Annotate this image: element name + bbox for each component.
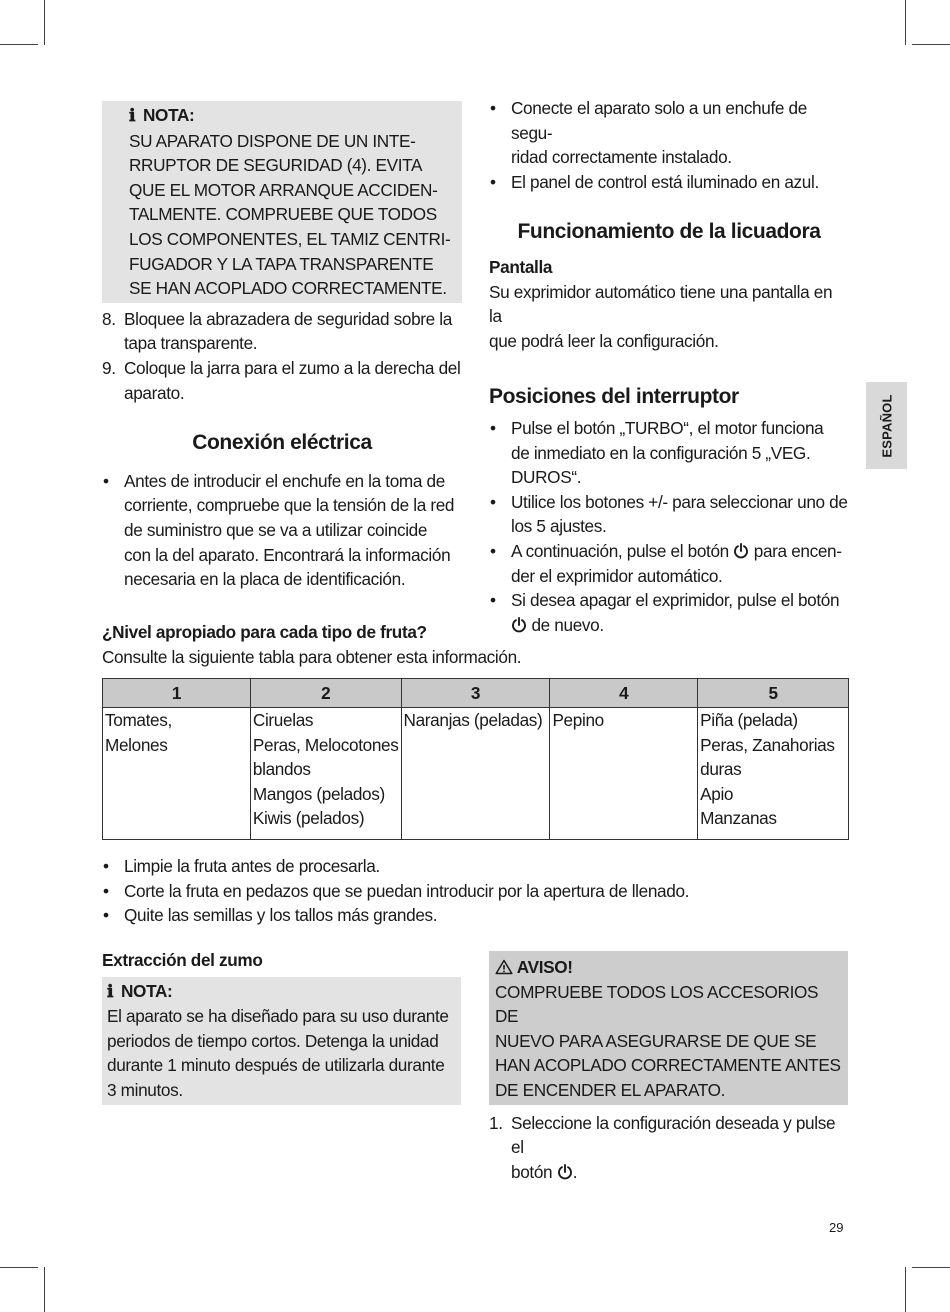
list-line: de inmediato en la configuración 5 „VEG.	[511, 442, 811, 463]
list-item	[489, 96, 849, 170]
conexion-list	[102, 469, 462, 592]
fruit-level-section	[102, 620, 850, 669]
step-line: Coloque la jarra para el zumo a la derecha del	[124, 357, 461, 378]
note-line: RRUPTOR DE SEGURIDAD (4). EVITA	[129, 155, 423, 176]
cell-line: Ciruelas	[252, 710, 314, 730]
cell-line: Peras, Zanahorias	[700, 734, 835, 755]
page-number: 29	[829, 1220, 844, 1235]
list-line: de suministro que se va a utilizar coincide	[124, 519, 428, 540]
language-tab-label: ESPAÑOL	[879, 393, 894, 458]
table-header: 5	[698, 679, 849, 708]
table-header: 2	[250, 679, 401, 708]
step-line: Seleccione la configuración deseada y pulse el	[511, 1112, 836, 1158]
right-column	[489, 96, 849, 637]
power-icon	[557, 1164, 573, 1180]
step-number: 9.	[102, 357, 116, 378]
note-line: periodos de tiempo cortos. Detenga la unidad	[107, 1030, 439, 1051]
list-line: • Antes de introducir el enchufe en la toma de	[124, 470, 445, 491]
section-heading-posiciones: Posiciones del interruptor	[489, 385, 739, 409]
table-header: 4	[550, 679, 698, 708]
note-title-text: NOTA:	[143, 105, 195, 125]
info-icon: ℹ	[129, 106, 136, 126]
table-cell	[250, 708, 401, 840]
warning-box	[489, 951, 848, 1105]
list-line: • Pulse el botón „TURBO“, el motor funciona	[511, 417, 824, 438]
crop-mark	[905, 0, 906, 45]
note-line: SE HAN ACOPLADO CORRECTAMENTE.	[129, 278, 447, 299]
warning-line: HAN ACOPLADO CORRECTAMENTE ANTES	[495, 1055, 841, 1076]
subheading-pantalla: Pantalla	[489, 256, 553, 277]
tips-section	[102, 854, 850, 928]
step-item	[102, 307, 462, 356]
cell-line: Pepino	[552, 710, 604, 730]
list-item	[102, 469, 462, 592]
text-span: de nuevo.	[531, 614, 604, 635]
switch-positions-list	[489, 416, 849, 637]
step-number: 1.	[489, 1112, 503, 1133]
list-item	[489, 416, 849, 490]
note-title	[129, 103, 458, 129]
list-line: necesaria en la placa de identificación.	[124, 569, 406, 590]
list-line: • El panel de control está iluminado en azul.	[511, 171, 819, 192]
note-title-text: NOTA:	[121, 980, 173, 1001]
paragraph-line: Consulte la siguiente tabla para obtener esta información.	[102, 646, 522, 667]
step-number: 8.	[102, 308, 116, 329]
text-span: .	[572, 1161, 578, 1182]
text-span: A continuación, pulse el botón	[511, 540, 729, 561]
subheading-nivel: ¿Nivel apropiado para cada tipo de fruta?	[102, 622, 427, 642]
note-line: LOS COMPONENTES, EL TAMIZ CENTRI-	[129, 228, 451, 249]
note-line: SU APARATO DISPONE DE UN INTE-	[129, 130, 416, 151]
cell-line: Mangos (pelados)	[252, 783, 385, 804]
warning-title	[495, 955, 842, 980]
crop-mark	[0, 1267, 38, 1268]
cell-line: Manzanas	[700, 808, 777, 829]
step-line: Bloquee la abrazadera de seguridad sobre la	[124, 308, 452, 329]
cell-line: Tomates,	[105, 710, 172, 730]
safety-note	[102, 101, 462, 303]
cell-line: Kiwis (pelados)	[252, 808, 365, 829]
note-line: durante 1 minuto después de utilizarla durante	[107, 1055, 445, 1076]
warning-line: NUEVO PARA ASEGURARSE DE QUE SE	[495, 1030, 817, 1051]
crop-mark	[912, 44, 950, 45]
note-line: TALMENTE. COMPRUEBE QUE TODOS	[129, 204, 437, 225]
table-cell	[401, 708, 550, 840]
list-line: los 5 ajustes.	[511, 516, 607, 537]
extraccion-section	[102, 948, 461, 1105]
assembly-steps	[102, 307, 462, 405]
list-item: • Limpie la fruta antes de procesarla.	[102, 854, 850, 879]
list-item: • Corte la fruta en pedazos que se puedan introducir por la apertura de llenado.	[102, 879, 850, 904]
step-item	[489, 1111, 848, 1185]
note-line: 3 minutos.	[107, 1079, 183, 1100]
warning-line: COMPRUEBE TODOS LOS ACCESORIOS DE	[495, 981, 819, 1027]
note-line: FUGADOR Y LA TAPA TRANSPARENTE	[129, 253, 434, 274]
table-cell	[550, 708, 698, 840]
cell-line: blandos	[252, 759, 311, 780]
list-line: ridad correctamente instalado.	[511, 147, 732, 168]
note-title	[107, 979, 457, 1005]
list-line: • Utilice los botones +/- para seleccionar uno de	[511, 491, 848, 512]
connection-list	[489, 96, 849, 194]
table-header: 3	[401, 679, 550, 708]
crop-mark	[44, 1267, 45, 1312]
cell-line: Melones	[105, 734, 168, 755]
subheading-extraccion: Extracción del zumo	[102, 950, 263, 970]
tips-list	[102, 854, 850, 928]
crop-mark	[905, 1267, 906, 1312]
aviso-section	[489, 951, 848, 1184]
operation-steps	[489, 1111, 848, 1185]
list-line: • Si desea apagar el exprimidor, pulse el botón	[511, 590, 840, 611]
left-column	[102, 101, 462, 592]
crop-mark	[44, 0, 45, 45]
step-line	[511, 1160, 848, 1185]
note-line: El aparato se ha diseñado para su uso durante	[107, 1006, 449, 1027]
list-line	[511, 539, 849, 564]
cell-line: Piña (pelada)	[700, 710, 798, 730]
cell-line: Naranjas (peladas)	[403, 710, 543, 730]
list-item: • Quite las semillas y los tallos más grandes.	[102, 903, 850, 928]
warning-title-text: AVISO!	[516, 957, 573, 977]
step-line: tapa transparente.	[124, 333, 258, 354]
step-item	[102, 356, 462, 405]
text-span: botón	[511, 1161, 553, 1182]
list-item	[489, 539, 849, 588]
list-line: • Conecte el aparato solo a un enchufe de segu-	[511, 98, 807, 143]
cell-line: duras	[700, 759, 742, 780]
cell-line: Apio	[700, 783, 734, 804]
fruit-table	[102, 678, 849, 840]
list-line: con la del aparato. Encontrará la información	[124, 544, 451, 565]
table-header-row	[103, 679, 849, 708]
section-heading-conexion: Conexión eléctrica	[192, 431, 372, 455]
list-line: corriente, compruebe que la tensión de la red	[124, 495, 455, 516]
list-item	[489, 170, 849, 195]
power-icon	[733, 543, 749, 559]
paragraph-line: que podrá leer la configuración.	[489, 330, 719, 351]
section-heading-funcionamiento: Funcionamiento de la licuadora	[517, 220, 821, 244]
note-line: QUE EL MOTOR ARRANQUE ACCIDEN-	[129, 179, 438, 200]
crop-mark	[0, 44, 38, 45]
table-cell	[103, 708, 251, 840]
crop-mark	[912, 1267, 950, 1268]
table-header: 1	[103, 679, 251, 708]
text-span: para encen-	[753, 540, 842, 561]
list-line: DUROS“.	[511, 467, 582, 488]
table-cell	[698, 708, 849, 840]
table-row	[103, 708, 849, 840]
paragraph-line: Su exprimidor automático tiene una pantalla en la	[489, 281, 833, 327]
warning-line: DE ENCENDER EL APARATO.	[495, 1079, 726, 1100]
info-icon: ℹ	[107, 981, 114, 1002]
language-tab	[866, 382, 907, 469]
warning-icon	[495, 959, 513, 975]
usage-note	[102, 977, 461, 1105]
list-item	[489, 490, 849, 539]
step-line: aparato.	[124, 382, 185, 403]
cell-line: Peras, Melocotones	[252, 734, 399, 755]
list-line: der el exprimidor automático.	[511, 565, 723, 586]
